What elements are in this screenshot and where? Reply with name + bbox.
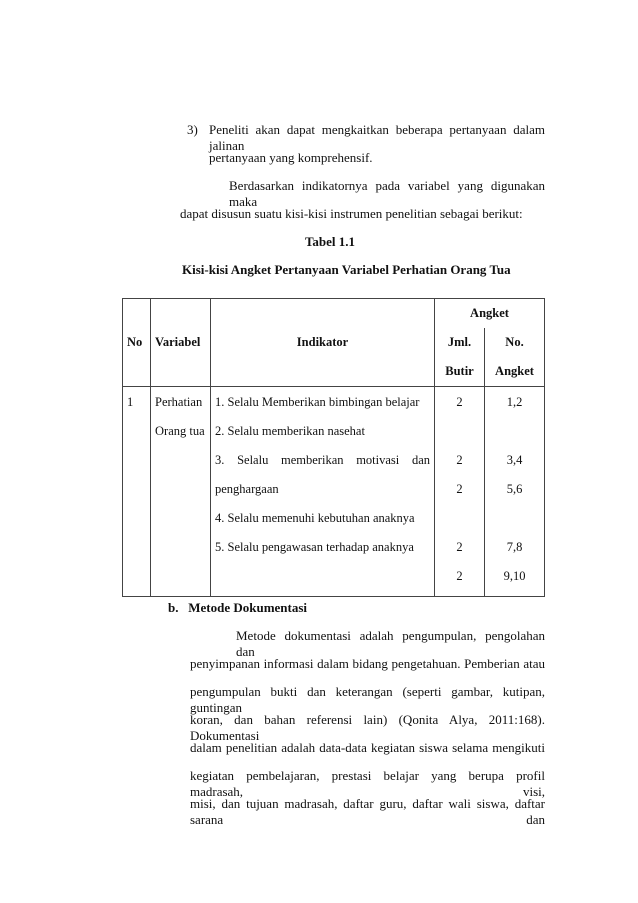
no-angket-value: 9,10	[503, 569, 526, 583]
header-jml-label: Jml.	[447, 335, 472, 349]
indikator-5: 5. Selalu pengawasan terhadap anaknya	[215, 540, 414, 554]
section-b-line: kegiatan pembelajaran, prestasi belajar yang berupa profil madrasah, visi,	[190, 768, 545, 799]
section-b-line: misi, dan tujuan madrasah, daftar guru, daftar wali siswa, daftar sarana dan	[190, 796, 545, 827]
no-angket-value: 7,8	[506, 540, 523, 554]
cell-variabel	[151, 387, 211, 597]
cell-no-angket	[485, 387, 545, 597]
header-butir-label: Butir	[445, 364, 474, 378]
indikator-3-continued: penghargaan	[215, 482, 279, 496]
jml-butir-value: 2	[456, 569, 463, 583]
header-variabel-label: Variabel	[155, 335, 201, 349]
item-3-line-2: pertanyaan yang komprehensif.	[209, 150, 373, 165]
jml-butir-value: 2	[456, 540, 463, 554]
header-angket-label: Angket	[470, 306, 509, 320]
indikator-4: 4. Selalu memenuhi kebutuhan anaknya	[215, 511, 415, 525]
cell-jml-butir	[435, 387, 485, 597]
row-number: 1	[127, 395, 134, 409]
paragraph-line-2: dapat disusun suatu kisi-kisi instrumen penelitian sebagai berikut:	[180, 206, 523, 221]
header-no-angket	[485, 328, 545, 387]
no-angket-value: 1,2	[506, 395, 523, 409]
kisi-kisi-table	[122, 298, 545, 597]
jml-butir-value: 2	[456, 482, 463, 496]
header-angket-label-2: Angket	[495, 364, 534, 378]
section-b-line: Metode dokumentasi adalah pengumpulan, pengolahan dan	[236, 628, 545, 659]
header-no-label-2: No.	[505, 335, 524, 349]
no-angket-value	[489, 420, 540, 449]
header-no	[123, 299, 151, 387]
section-b-line: dalam penelitian adalah data-data kegiatan siswa selama mengikuti	[190, 740, 545, 755]
variabel-line-1: Perhatian	[155, 395, 203, 409]
jml-butir-value	[439, 420, 480, 449]
table-header-row-1	[123, 299, 545, 329]
section-b-line: penyimpanan informasi dalam bidang pengetahuan. Pemberian atau	[190, 656, 545, 671]
section-b-line: pengumpulan bukti dan keterangan (seperti gambar, kutipan, guntingan	[190, 684, 545, 715]
header-no-label: No	[127, 335, 143, 349]
item-3-number: 3)	[187, 122, 198, 137]
jml-butir-value: 2	[456, 453, 463, 467]
paragraph-line-1: Berdasarkan indikatornya pada variabel yang digunakan maka	[229, 178, 545, 209]
jml-butir-value: 2	[456, 395, 463, 409]
no-angket-value	[489, 507, 540, 536]
header-angket	[435, 299, 545, 329]
table-row	[123, 387, 545, 597]
section-b-heading: b. Metode Dokumentasi	[168, 600, 308, 615]
header-indikator	[211, 299, 435, 387]
table-number: Tabel 1.1	[304, 234, 356, 249]
header-jml-butir	[435, 328, 485, 387]
jml-butir-value	[439, 507, 480, 536]
no-angket-value: 5,6	[506, 482, 523, 496]
cell-no	[123, 387, 151, 597]
section-b-line: koran, dan bahan referensi lain) (Qonita Alya, 2011:168). Dokumentasi	[190, 712, 545, 743]
header-variabel	[151, 299, 211, 387]
header-indikator-label: Indikator	[296, 335, 349, 349]
variabel-line-2: Orang tua	[155, 424, 205, 438]
cell-indikator	[211, 387, 435, 597]
table-title: Kisi-kisi Angket Pertanyaan Variabel Perhatian Orang Tua	[182, 262, 511, 277]
indikator-1: 1. Selalu Memberikan bimbingan belajar	[215, 395, 420, 409]
indikator-2: 2. Selalu memberikan nasehat	[215, 424, 365, 438]
no-angket-value: 3,4	[506, 453, 523, 467]
indikator-3: 3. Selalu memberikan motivasi dan	[215, 453, 430, 467]
item-3-line-1: Peneliti akan dapat mengkaitkan beberapa pertanyaan dalam jalinan	[209, 122, 545, 153]
